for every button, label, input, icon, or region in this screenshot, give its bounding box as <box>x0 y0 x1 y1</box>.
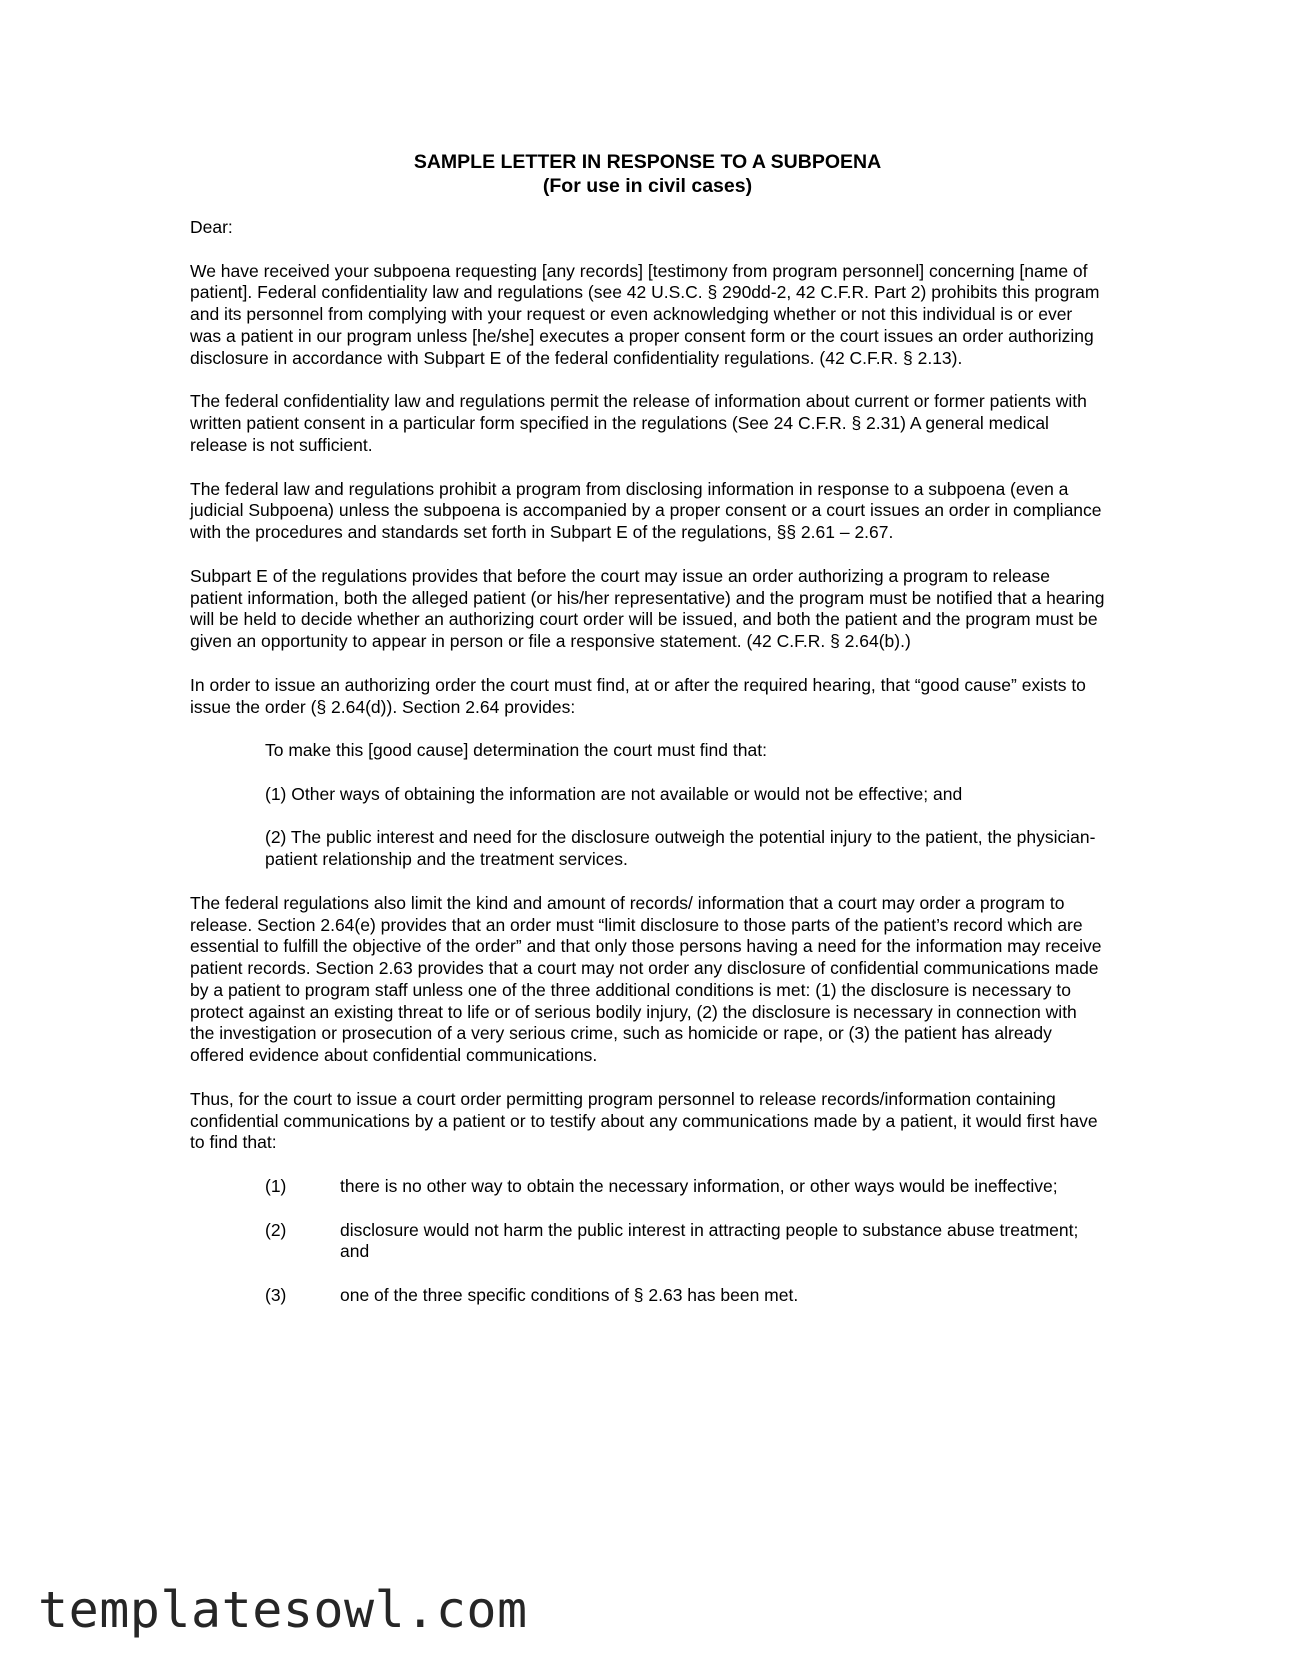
paragraph-7: Thus, for the court to issue a court order permitting program personnel to release records/information containing confidential communications by a patient or to testify about any communications made by a patient, it would first have to find that: <box>190 1088 1098 1153</box>
paragraph-4: Subpart E of the regulations provides that before the court may issue an order authorizing a program to release patient information, both the alleged patient (or his/her representative) and the program must be notified that a hearing will be held to decide whether an authorizing court order will be issued, and both the patient and the program must be given an opportunity to appear in person or file a responsive statement. (42 C.F.R. § 2.64(b).) <box>190 565 1105 652</box>
title-line-2: (For use in civil cases) <box>542 175 753 197</box>
quote-line-2: (1) Other ways of obtaining the information are not available or would not be effective; and <box>265 783 963 804</box>
paragraph-3: The federal law and regulations prohibit a program from disclosing information in response to a subpoena (even a judicial Subpoena) unless the subpoena is accompanied by a proper consent or a court issues an order in compliance with the procedures and standards set forth in Subpart E of the regulations, §§ 2.61 – 2.67. <box>190 478 1102 543</box>
letter-page <box>190 150 1105 1329</box>
list-item-number: (2) <box>265 1219 287 1240</box>
list-item <box>190 1285 1105 1307</box>
quote-line-3: (2) The public interest and need for the disclosure outweigh the potential injury to the patient, the physician-patient relationship and the treatment services. <box>265 827 1096 870</box>
list-item-number: (1) <box>265 1176 287 1197</box>
list-item-text: one of the three specific conditions of § 2.63 has been met. <box>340 1285 799 1306</box>
list-item <box>190 1176 1105 1198</box>
paragraph-6: The federal regulations also limit the kind and amount of records/ information that a court may order a program to release. Section 2.64(e) provides that an order must “limit disclosure to those parts of the patient’s record which are essential to fulfill the objective of the order” and that only those persons having a need for the information may receive patient records. Section 2.63 provides that a court may not order any disclosure of confidential communications made by a patient to program staff unless one of the three additional conditions is met: (1) the disclosure is necessary to protect against an existing threat to life or of serious bodily injury, (2) the disclosure is necessary in connection with the investigation or prosecution of a very serious crime, such as homicide or rape, or (3) the patient has already offered evidence about confidential communications. <box>190 892 1102 1066</box>
watermark-logo: templatesowl.com <box>38 1581 528 1639</box>
title-line-1: SAMPLE LETTER IN RESPONSE TO A SUBPOENA <box>413 151 882 173</box>
salutation: Dear: <box>190 217 233 237</box>
findings-list <box>190 1176 1105 1307</box>
quote-line-1: To make this [good cause] determination the court must find that: <box>265 740 767 761</box>
paragraph-2: The federal confidentiality law and regulations permit the release of information about current or former patients with written patient consent in a particular form specified in the regulations (See 24 C.F.R. § 2.31) A general medical release is not sufficient. <box>190 391 1087 455</box>
letter-title <box>190 150 1105 198</box>
list-item-number: (3) <box>265 1285 287 1306</box>
list-item <box>190 1220 1105 1264</box>
paragraph-5: In order to issue an authorizing order the court must find, at or after the required hearing, that “good cause” exists to issue the order (§ 2.64(d)). Section 2.64 provides: <box>190 674 1086 717</box>
paragraph-1: We have received your subpoena requesting [any records] [testimony from program personnel] concerning [name of patient]. Federal confidentiality law and regulations (see 42 U.S.C. § 290dd-2, 42 C.F.R. Part 2) prohibits this program and its personnel from complying with your request or even acknowledging whether or not this individual is or ever was a patient in our program unless [he/she] executes a proper consent form or the court issues an order authorizing disclosure in accordance with Subpart E of the federal confidentiality regulations. (42 C.F.R. § 2.13). <box>190 260 1100 368</box>
list-item-text: there is no other way to obtain the necessary information, or other ways would be ineffective; <box>340 1176 1058 1197</box>
list-item-text: disclosure would not harm the public interest in attracting people to substance abuse treatment; and <box>340 1219 1079 1262</box>
